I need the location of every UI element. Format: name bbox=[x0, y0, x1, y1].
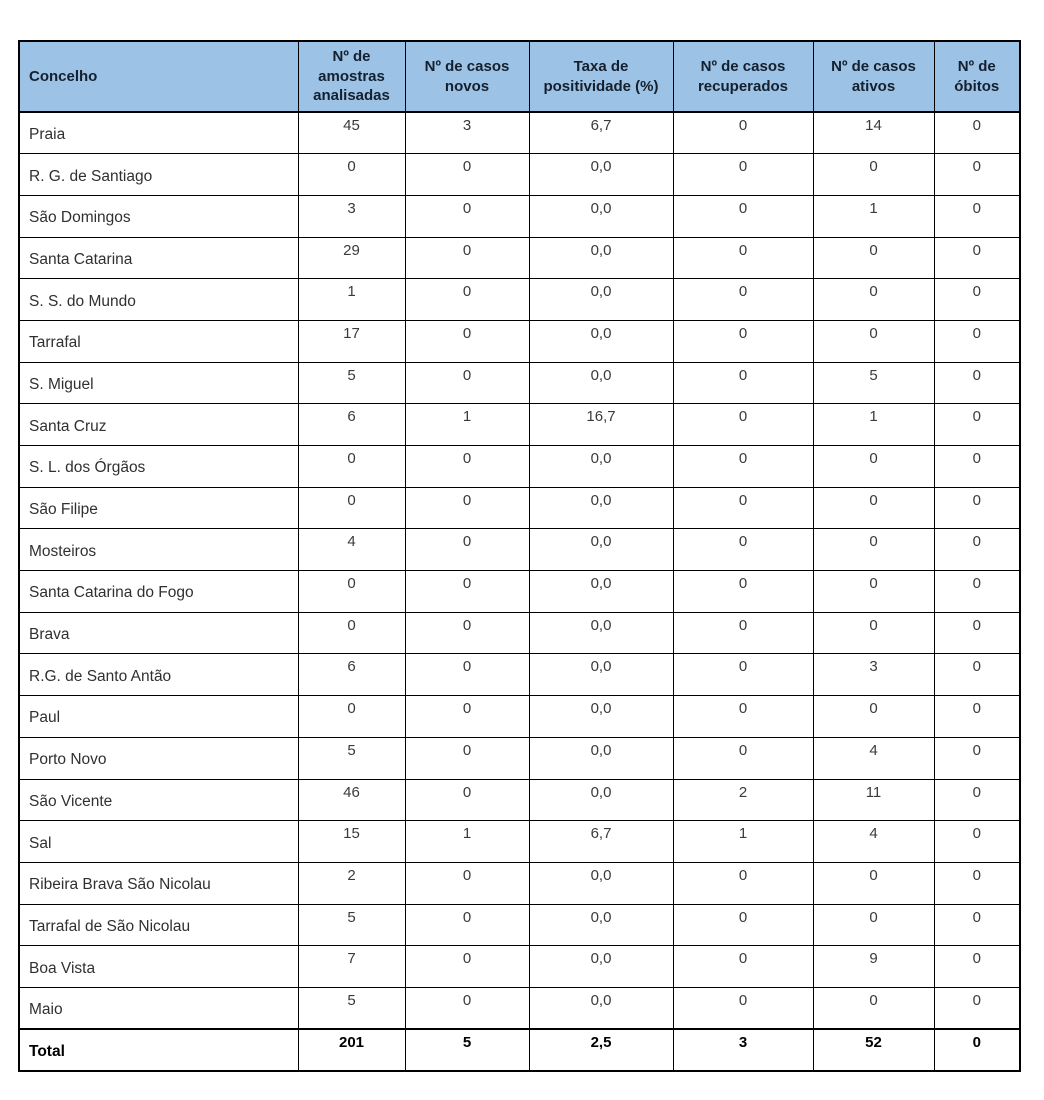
value-cell: 16,7 bbox=[529, 404, 673, 446]
value-cell: 0 bbox=[405, 696, 529, 738]
value-cell: 45 bbox=[298, 112, 405, 154]
column-header-6: Nº de óbitos bbox=[934, 41, 1020, 112]
value-cell: 0 bbox=[405, 446, 529, 488]
value-cell: 0 bbox=[405, 612, 529, 654]
value-cell: 0,0 bbox=[529, 362, 673, 404]
table-row bbox=[19, 279, 1020, 321]
concelho-name: Santa Cruz bbox=[19, 404, 298, 446]
concelho-name: São Filipe bbox=[19, 487, 298, 529]
value-cell: 6,7 bbox=[529, 112, 673, 154]
value-cell: 0 bbox=[813, 446, 934, 488]
table-row bbox=[19, 737, 1020, 779]
table-row bbox=[19, 195, 1020, 237]
table-row bbox=[19, 779, 1020, 821]
concelho-name: Porto Novo bbox=[19, 737, 298, 779]
value-cell: 0 bbox=[813, 279, 934, 321]
value-cell: 52 bbox=[813, 1029, 934, 1071]
value-cell: 3 bbox=[673, 1029, 813, 1071]
value-cell: 0 bbox=[813, 529, 934, 571]
value-cell: 0 bbox=[813, 320, 934, 362]
value-cell: 0 bbox=[934, 946, 1020, 988]
value-cell: 3 bbox=[405, 112, 529, 154]
table-row bbox=[19, 654, 1020, 696]
total-row bbox=[19, 1029, 1020, 1071]
table-row bbox=[19, 362, 1020, 404]
value-cell: 0,0 bbox=[529, 154, 673, 196]
value-cell: 0 bbox=[673, 112, 813, 154]
value-cell: 0 bbox=[673, 237, 813, 279]
value-cell: 4 bbox=[813, 821, 934, 863]
value-cell: 0 bbox=[405, 904, 529, 946]
table-row bbox=[19, 862, 1020, 904]
value-cell: 0 bbox=[813, 237, 934, 279]
concelho-name: Sal bbox=[19, 821, 298, 863]
value-cell: 1 bbox=[673, 821, 813, 863]
value-cell: 0 bbox=[934, 987, 1020, 1029]
concelho-name: Brava bbox=[19, 612, 298, 654]
value-cell: 6,7 bbox=[529, 821, 673, 863]
value-cell: 0 bbox=[673, 696, 813, 738]
table-row bbox=[19, 320, 1020, 362]
table-row bbox=[19, 112, 1020, 154]
value-cell: 0 bbox=[934, 862, 1020, 904]
value-cell: 3 bbox=[298, 195, 405, 237]
value-cell: 0 bbox=[673, 154, 813, 196]
value-cell: 0 bbox=[405, 529, 529, 571]
value-cell: 0,0 bbox=[529, 279, 673, 321]
column-header-3: Taxa de positividade (%) bbox=[529, 41, 673, 112]
concelho-name: São Vicente bbox=[19, 779, 298, 821]
value-cell: 5 bbox=[813, 362, 934, 404]
table-row bbox=[19, 154, 1020, 196]
value-cell: 5 bbox=[298, 904, 405, 946]
concelho-name: Santa Catarina do Fogo bbox=[19, 571, 298, 613]
value-cell: 7 bbox=[298, 946, 405, 988]
value-cell: 0,0 bbox=[529, 737, 673, 779]
value-cell: 0 bbox=[673, 612, 813, 654]
concelho-statistics-table bbox=[18, 40, 1021, 1072]
value-cell: 0 bbox=[673, 737, 813, 779]
value-cell: 0,0 bbox=[529, 320, 673, 362]
value-cell: 0 bbox=[298, 571, 405, 613]
value-cell: 0 bbox=[934, 904, 1020, 946]
value-cell: 0,0 bbox=[529, 571, 673, 613]
value-cell: 2,5 bbox=[529, 1029, 673, 1071]
value-cell: 0 bbox=[673, 446, 813, 488]
value-cell: 0,0 bbox=[529, 862, 673, 904]
value-cell: 0 bbox=[298, 612, 405, 654]
value-cell: 0 bbox=[673, 362, 813, 404]
value-cell: 5 bbox=[405, 1029, 529, 1071]
value-cell: 0 bbox=[934, 446, 1020, 488]
table-row bbox=[19, 529, 1020, 571]
concelho-name: Ribeira Brava São Nicolau bbox=[19, 862, 298, 904]
value-cell: 0 bbox=[405, 779, 529, 821]
value-cell: 0 bbox=[298, 446, 405, 488]
value-cell: 0 bbox=[934, 195, 1020, 237]
value-cell: 0 bbox=[813, 696, 934, 738]
table-row bbox=[19, 446, 1020, 488]
value-cell: 0 bbox=[934, 487, 1020, 529]
value-cell: 0 bbox=[934, 654, 1020, 696]
value-cell: 0 bbox=[405, 279, 529, 321]
value-cell: 0 bbox=[673, 904, 813, 946]
value-cell: 0,0 bbox=[529, 654, 673, 696]
column-header-5: Nº de casos ativos bbox=[813, 41, 934, 112]
table-row bbox=[19, 237, 1020, 279]
value-cell: 0,0 bbox=[529, 612, 673, 654]
value-cell: 1 bbox=[298, 279, 405, 321]
value-cell: 0 bbox=[934, 779, 1020, 821]
value-cell: 17 bbox=[298, 320, 405, 362]
table-row bbox=[19, 696, 1020, 738]
value-cell: 0 bbox=[298, 154, 405, 196]
value-cell: 6 bbox=[298, 654, 405, 696]
value-cell: 0 bbox=[405, 987, 529, 1029]
value-cell: 0,0 bbox=[529, 696, 673, 738]
column-header-2: Nº de casos novos bbox=[405, 41, 529, 112]
table-row bbox=[19, 612, 1020, 654]
value-cell: 4 bbox=[813, 737, 934, 779]
value-cell: 3 bbox=[813, 654, 934, 696]
concelho-name: Santa Catarina bbox=[19, 237, 298, 279]
concelho-name: Mosteiros bbox=[19, 529, 298, 571]
value-cell: 0 bbox=[673, 487, 813, 529]
value-cell: 6 bbox=[298, 404, 405, 446]
concelho-name: Paul bbox=[19, 696, 298, 738]
concelho-name: R. G. de Santiago bbox=[19, 154, 298, 196]
value-cell: 0 bbox=[934, 529, 1020, 571]
value-cell: 0 bbox=[405, 862, 529, 904]
value-cell: 0 bbox=[405, 320, 529, 362]
value-cell: 0 bbox=[934, 571, 1020, 613]
value-cell: 0 bbox=[673, 946, 813, 988]
value-cell: 14 bbox=[813, 112, 934, 154]
value-cell: 0,0 bbox=[529, 529, 673, 571]
column-header-4: Nº de casos recuperados bbox=[673, 41, 813, 112]
value-cell: 0 bbox=[673, 279, 813, 321]
value-cell: 5 bbox=[298, 987, 405, 1029]
table-body bbox=[19, 112, 1020, 1071]
value-cell: 0,0 bbox=[529, 987, 673, 1029]
value-cell: 0 bbox=[934, 1029, 1020, 1071]
value-cell: 0 bbox=[673, 195, 813, 237]
concelho-name: Boa Vista bbox=[19, 946, 298, 988]
value-cell: 0 bbox=[673, 320, 813, 362]
value-cell: 0 bbox=[813, 571, 934, 613]
value-cell: 0 bbox=[298, 487, 405, 529]
concelho-name: S. L. dos Órgãos bbox=[19, 446, 298, 488]
value-cell: 0,0 bbox=[529, 487, 673, 529]
column-header-1: Nº de amostras analisadas bbox=[298, 41, 405, 112]
value-cell: 9 bbox=[813, 946, 934, 988]
value-cell: 0 bbox=[673, 862, 813, 904]
column-header-0: Concelho bbox=[19, 41, 298, 112]
value-cell: 0 bbox=[405, 154, 529, 196]
value-cell: 0,0 bbox=[529, 779, 673, 821]
concelho-name: S. Miguel bbox=[19, 362, 298, 404]
table-row bbox=[19, 571, 1020, 613]
value-cell: 0 bbox=[813, 862, 934, 904]
value-cell: 1 bbox=[405, 821, 529, 863]
value-cell: 0 bbox=[405, 654, 529, 696]
value-cell: 0 bbox=[934, 404, 1020, 446]
value-cell: 0 bbox=[934, 112, 1020, 154]
concelho-name: São Domingos bbox=[19, 195, 298, 237]
value-cell: 0 bbox=[405, 737, 529, 779]
value-cell: 0 bbox=[934, 279, 1020, 321]
value-cell: 0 bbox=[934, 237, 1020, 279]
total-label: Total bbox=[19, 1029, 298, 1071]
value-cell: 0,0 bbox=[529, 946, 673, 988]
value-cell: 0 bbox=[934, 320, 1020, 362]
table-row bbox=[19, 987, 1020, 1029]
value-cell: 0,0 bbox=[529, 904, 673, 946]
value-cell: 1 bbox=[813, 404, 934, 446]
value-cell: 0 bbox=[673, 654, 813, 696]
value-cell: 15 bbox=[298, 821, 405, 863]
value-cell: 4 bbox=[298, 529, 405, 571]
table-row bbox=[19, 821, 1020, 863]
value-cell: 0 bbox=[405, 195, 529, 237]
value-cell: 0 bbox=[934, 154, 1020, 196]
concelho-name: Tarrafal de São Nicolau bbox=[19, 904, 298, 946]
concelho-name: Maio bbox=[19, 987, 298, 1029]
value-cell: 5 bbox=[298, 737, 405, 779]
value-cell: 0 bbox=[298, 696, 405, 738]
value-cell: 0 bbox=[934, 362, 1020, 404]
value-cell: 29 bbox=[298, 237, 405, 279]
concelho-name: R.G. de Santo Antão bbox=[19, 654, 298, 696]
value-cell: 0 bbox=[673, 987, 813, 1029]
value-cell: 0,0 bbox=[529, 237, 673, 279]
table-row bbox=[19, 487, 1020, 529]
value-cell: 2 bbox=[298, 862, 405, 904]
value-cell: 0 bbox=[673, 404, 813, 446]
value-cell: 0 bbox=[813, 612, 934, 654]
value-cell: 201 bbox=[298, 1029, 405, 1071]
concelho-name: Praia bbox=[19, 112, 298, 154]
value-cell: 0 bbox=[813, 487, 934, 529]
value-cell: 11 bbox=[813, 779, 934, 821]
value-cell: 0 bbox=[405, 571, 529, 613]
value-cell: 0 bbox=[405, 946, 529, 988]
concelho-name: Tarrafal bbox=[19, 320, 298, 362]
value-cell: 0 bbox=[934, 737, 1020, 779]
value-cell: 0 bbox=[405, 362, 529, 404]
value-cell: 0 bbox=[934, 696, 1020, 738]
value-cell: 0 bbox=[405, 237, 529, 279]
value-cell: 1 bbox=[405, 404, 529, 446]
value-cell: 0 bbox=[405, 487, 529, 529]
header-row bbox=[19, 41, 1020, 112]
value-cell: 0 bbox=[673, 529, 813, 571]
value-cell: 0 bbox=[813, 154, 934, 196]
value-cell: 0 bbox=[813, 987, 934, 1029]
concelho-name: S. S. do Mundo bbox=[19, 279, 298, 321]
value-cell: 46 bbox=[298, 779, 405, 821]
value-cell: 0 bbox=[673, 571, 813, 613]
value-cell: 0 bbox=[934, 612, 1020, 654]
value-cell: 0,0 bbox=[529, 446, 673, 488]
table-row bbox=[19, 946, 1020, 988]
table-row bbox=[19, 904, 1020, 946]
table-header bbox=[19, 41, 1020, 112]
value-cell: 0,0 bbox=[529, 195, 673, 237]
value-cell: 0 bbox=[813, 904, 934, 946]
table-row bbox=[19, 404, 1020, 446]
value-cell: 2 bbox=[673, 779, 813, 821]
value-cell: 0 bbox=[934, 821, 1020, 863]
value-cell: 5 bbox=[298, 362, 405, 404]
value-cell: 1 bbox=[813, 195, 934, 237]
